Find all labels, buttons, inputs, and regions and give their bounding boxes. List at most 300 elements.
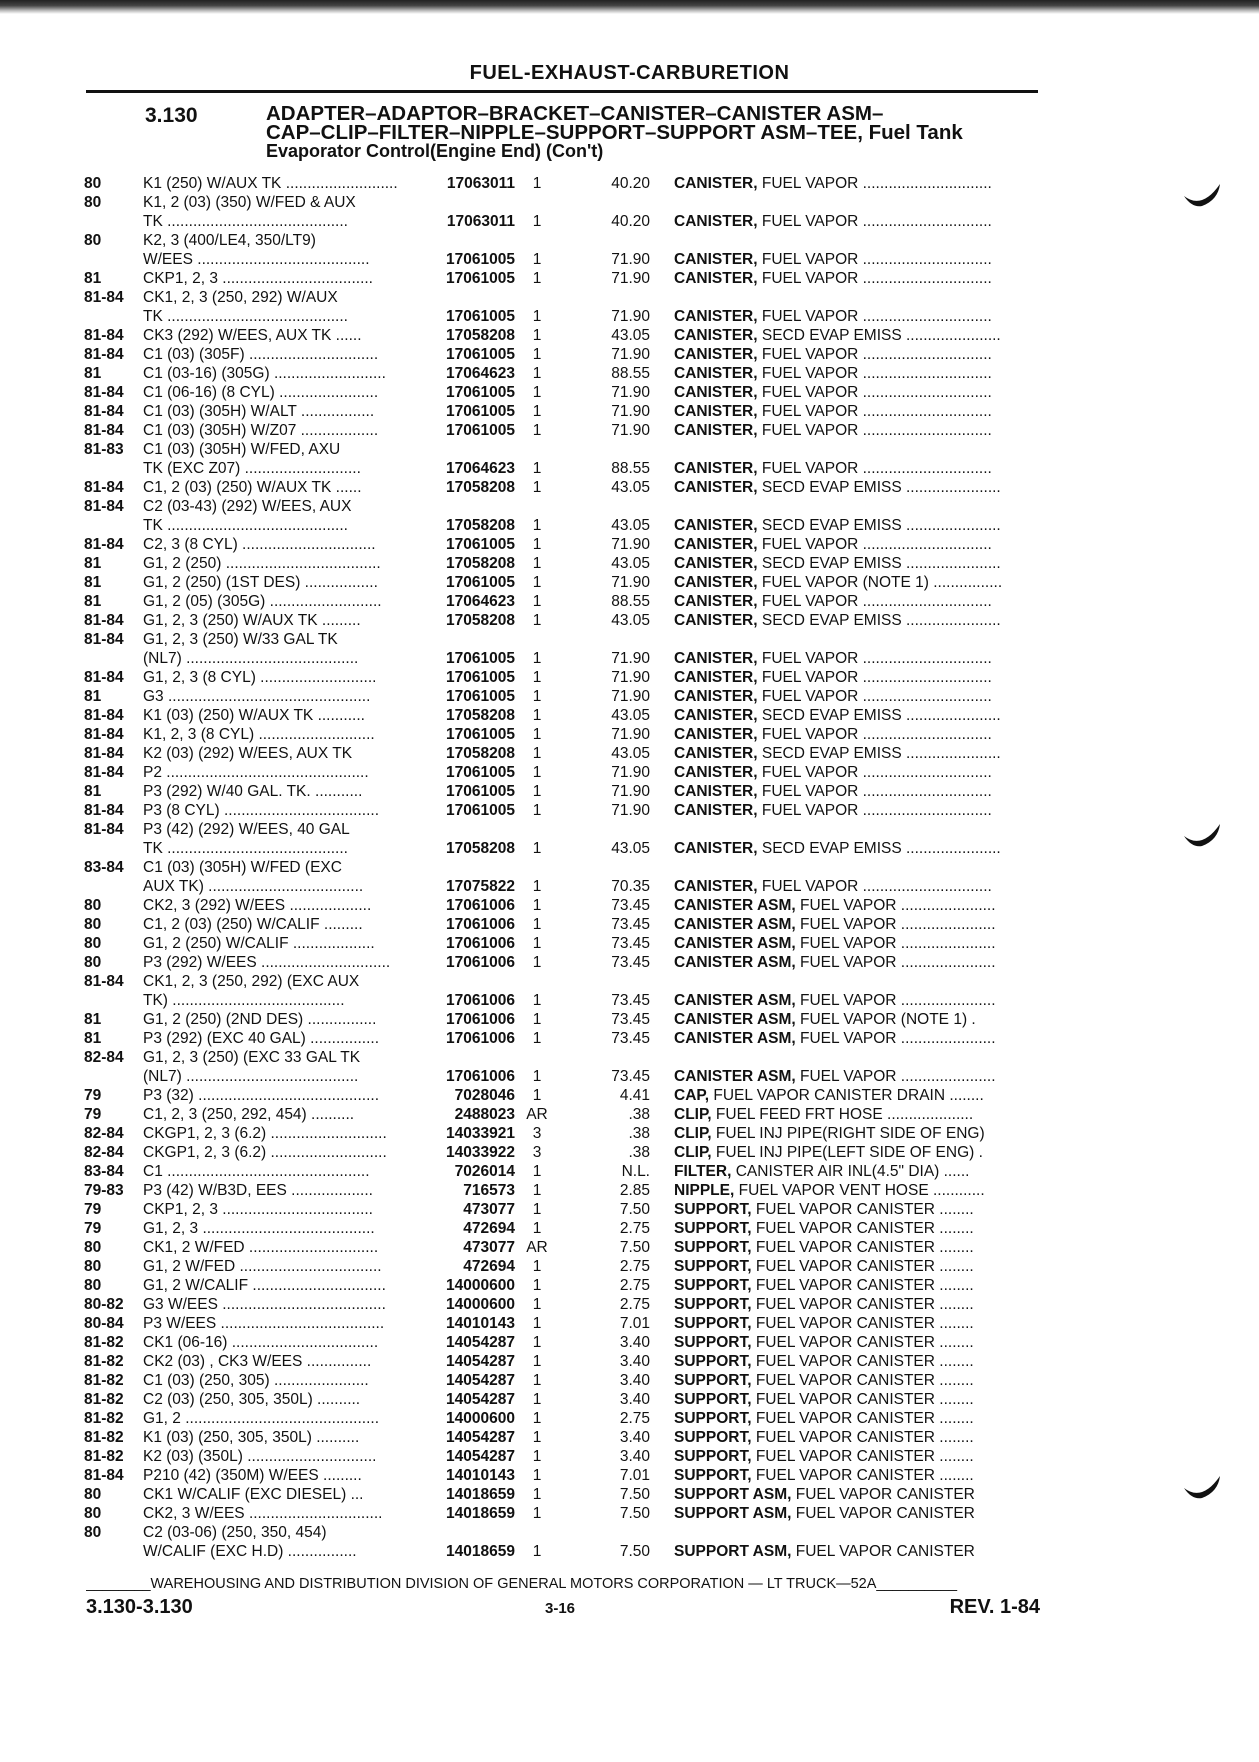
row-part-name-bold: FILTER, xyxy=(674,1163,732,1180)
row-part-name-bold: CANISTER, xyxy=(674,555,758,572)
table-row xyxy=(0,535,1259,554)
row-part-name-bold: CANISTER, xyxy=(674,403,758,420)
row-price: 2.85 xyxy=(619,1182,650,1199)
row-part-name-rest: FUEL VAPOR .............................. xyxy=(757,213,992,230)
row-price: 73.45 xyxy=(611,916,650,933)
row-part-number: 17058208 xyxy=(446,555,515,572)
row-price: .38 xyxy=(628,1125,650,1142)
row-description: P2 ............................................... xyxy=(143,764,369,781)
table-row xyxy=(0,820,1259,839)
row-price: .38 xyxy=(628,1106,650,1123)
row-year: 81-84 xyxy=(84,745,124,762)
row-part-name-rest: FUEL VAPOR ...................... xyxy=(795,916,996,933)
row-part-name-bold: CANISTER ASM, xyxy=(674,954,796,971)
row-description: CKGP1, 2, 3 (6.2) ........................... xyxy=(143,1144,387,1161)
row-year: 81-84 xyxy=(84,536,124,553)
row-part-name-bold: CANISTER, xyxy=(674,745,758,762)
table-row xyxy=(0,1105,1259,1124)
row-part-name-bold: CANISTER, xyxy=(674,213,758,230)
row-part-number: 17061006 xyxy=(446,1030,515,1047)
row-description: K1, 2, 3 (8 CYL) ........................... xyxy=(143,726,375,743)
row-price: 88.55 xyxy=(611,460,650,477)
row-quantity: 1 xyxy=(532,764,542,781)
table-row xyxy=(0,1504,1259,1523)
row-part-number: 17058208 xyxy=(446,745,515,762)
row-part-name-bold: SUPPORT ASM, xyxy=(674,1486,792,1503)
footer-page-number: 3-16 xyxy=(544,1600,576,1617)
row-part-name-bold: CANISTER ASM, xyxy=(674,1068,796,1085)
table-row xyxy=(0,402,1259,421)
row-part-number: 17058208 xyxy=(446,479,515,496)
row-part-number: 14054287 xyxy=(446,1372,515,1389)
row-part-name-rest: FUEL VAPOR .............................. xyxy=(757,802,992,819)
row-part-name xyxy=(674,1428,1040,1447)
row-part-name xyxy=(674,383,1040,402)
row-quantity: 1 xyxy=(532,1163,542,1180)
section-heading-line2: CAP–CLIP–FILTER–NIPPLE–SUPPORT–SUPPORT ASM–TEE, Fuel Tank xyxy=(266,121,963,144)
row-part-name-bold: CANISTER, xyxy=(674,365,758,382)
table-row xyxy=(0,972,1259,991)
row-year: 81-84 xyxy=(84,327,124,344)
row-part-name-bold: CANISTER, xyxy=(674,707,758,724)
row-description: G1, 2 W/CALIF ............................... xyxy=(143,1277,386,1294)
row-year: 81 xyxy=(84,555,102,572)
row-part-name xyxy=(674,1371,1040,1390)
row-part-name-bold: SUPPORT ASM, xyxy=(674,1543,792,1560)
row-description: C1 ............................................... xyxy=(143,1163,370,1180)
row-part-number: 14018659 xyxy=(446,1505,515,1522)
row-description: TK .......................................... xyxy=(143,517,348,534)
row-description: C1 (03) (305H) W/Z07 .................. xyxy=(143,422,379,439)
row-quantity: 1 xyxy=(532,669,542,686)
row-part-name-rest: SECD EVAP EMISS ...................... xyxy=(757,555,1001,572)
row-description: TK .......................................... xyxy=(143,308,348,325)
row-part-name-bold: SUPPORT, xyxy=(674,1353,752,1370)
title-rule xyxy=(86,90,1038,93)
row-year: 79-83 xyxy=(84,1182,124,1199)
row-description: CKP1, 2, 3 ................................... xyxy=(143,1201,373,1218)
row-part-number: 17061005 xyxy=(446,726,515,743)
row-part-name-bold: CANISTER, xyxy=(674,574,758,591)
row-part-name xyxy=(674,269,1040,288)
row-part-number: 17061006 xyxy=(446,935,515,952)
row-year: 81-84 xyxy=(84,612,124,629)
row-year: 82-84 xyxy=(84,1125,124,1142)
row-year: 81 xyxy=(84,1030,102,1047)
row-price: 73.45 xyxy=(611,1011,650,1028)
row-price: 71.90 xyxy=(611,346,650,363)
row-part-name xyxy=(674,1067,1040,1086)
row-quantity: AR xyxy=(526,1239,548,1256)
row-price: 2.75 xyxy=(619,1220,650,1237)
row-description: P3 (32) .......................................... xyxy=(143,1087,380,1104)
row-quantity: 1 xyxy=(532,1182,542,1199)
row-quantity: 1 xyxy=(532,802,542,819)
row-price: 71.90 xyxy=(611,308,650,325)
row-quantity: 1 xyxy=(532,726,542,743)
row-year: 81-84 xyxy=(84,479,124,496)
row-part-name xyxy=(674,174,1040,193)
row-price: .38 xyxy=(628,1144,650,1161)
row-description: CK2 (03) , CK3 W/EES ............... xyxy=(143,1353,372,1370)
table-row xyxy=(0,1314,1259,1333)
row-description: P3 (292) W/40 GAL. TK. ........... xyxy=(143,783,363,800)
table-row xyxy=(0,345,1259,364)
row-part-number: 14010143 xyxy=(446,1315,515,1332)
row-quantity: 1 xyxy=(532,1429,542,1446)
row-part-name-rest: FUEL VAPOR ...................... xyxy=(795,897,996,914)
row-part-name-bold: CANISTER, xyxy=(674,688,758,705)
row-part-name-bold: CLIP, xyxy=(674,1125,712,1142)
row-quantity: 1 xyxy=(532,1277,542,1294)
footer-revision: REV. 1-84 xyxy=(949,1596,1040,1618)
row-part-name xyxy=(674,706,1040,725)
row-description: C1, 2 (03) (250) W/AUX TK ...... xyxy=(143,479,362,496)
row-quantity: 1 xyxy=(532,308,542,325)
row-part-number: 17064623 xyxy=(446,460,515,477)
row-part-name xyxy=(674,1181,1040,1200)
row-part-name-rest: FUEL VAPOR .............................. xyxy=(757,688,992,705)
row-part-name xyxy=(674,801,1040,820)
row-part-name-rest: FUEL VAPOR .............................. xyxy=(757,346,992,363)
table-row xyxy=(0,1238,1259,1257)
table-row xyxy=(0,1029,1259,1048)
row-description: CK1 W/CALIF (EXC DIESEL) ... xyxy=(143,1486,364,1503)
row-price: 43.05 xyxy=(611,555,650,572)
row-part-name-rest: FUEL VAPOR .............................. xyxy=(757,175,992,192)
row-price: 71.90 xyxy=(611,650,650,667)
row-quantity: 1 xyxy=(532,536,542,553)
row-part-name-rest: FUEL VAPOR CANISTER ........ xyxy=(751,1410,974,1427)
row-quantity: 1 xyxy=(532,745,542,762)
table-row xyxy=(0,839,1259,858)
row-price: 71.90 xyxy=(611,422,650,439)
row-year: 81-84 xyxy=(84,669,124,686)
row-part-name xyxy=(674,687,1040,706)
row-part-number: 17063011 xyxy=(446,213,515,230)
row-part-number: 17061005 xyxy=(446,764,515,781)
row-description: C1 (03) (305H) W/FED (EXC xyxy=(143,859,342,876)
row-description: K2, 3 (400/LE4, 350/LT9) xyxy=(143,232,316,249)
row-year: 79 xyxy=(84,1106,102,1123)
row-part-name-rest: FUEL VAPOR CANISTER ........ xyxy=(751,1448,974,1465)
row-quantity: 1 xyxy=(532,954,542,971)
row-year: 81-82 xyxy=(84,1353,124,1370)
row-part-number: 17064623 xyxy=(446,365,515,382)
row-part-name-bold: CANISTER ASM, xyxy=(674,897,796,914)
row-part-name-bold: CANISTER, xyxy=(674,783,758,800)
row-part-name-rest: FUEL VAPOR CANISTER ........ xyxy=(751,1315,974,1332)
row-part-name xyxy=(674,1257,1040,1276)
row-part-number: 7026014 xyxy=(454,1163,515,1180)
row-quantity: 1 xyxy=(532,175,542,192)
row-part-number: 17061005 xyxy=(446,650,515,667)
binder-hole-icon xyxy=(1180,170,1224,214)
table-row xyxy=(0,1086,1259,1105)
row-year: 81-82 xyxy=(84,1448,124,1465)
row-year: 81 xyxy=(84,593,102,610)
table-row xyxy=(0,934,1259,953)
row-part-name-bold: CANISTER ASM, xyxy=(674,992,796,1009)
row-part-name-rest: SECD EVAP EMISS ...................... xyxy=(757,745,1001,762)
row-part-name-rest: FUEL VAPOR .............................. xyxy=(757,783,992,800)
row-part-name-bold: CANISTER, xyxy=(674,384,758,401)
row-part-name-bold: CLIP, xyxy=(674,1106,712,1123)
row-price: 3.40 xyxy=(619,1391,650,1408)
row-part-name xyxy=(674,516,1040,535)
row-part-name-rest: SECD EVAP EMISS ...................... xyxy=(757,517,1001,534)
row-year: 81-84 xyxy=(84,346,124,363)
row-quantity: 1 xyxy=(532,612,542,629)
row-part-number: 473077 xyxy=(463,1239,515,1256)
row-part-name-rest: CANISTER AIR INL(4.5" DIA) ...... xyxy=(731,1163,970,1180)
row-part-name xyxy=(674,839,1040,858)
row-quantity: 1 xyxy=(532,916,542,933)
row-part-name xyxy=(674,1333,1040,1352)
row-quantity: 1 xyxy=(532,460,542,477)
row-part-name-bold: CANISTER, xyxy=(674,536,758,553)
row-year: 81-82 xyxy=(84,1372,124,1389)
row-part-name-rest: FUEL VAPOR CANISTER ........ xyxy=(751,1258,974,1275)
row-part-number: 17061005 xyxy=(446,403,515,420)
row-description: CK2, 3 W/EES ............................... xyxy=(143,1505,383,1522)
row-year: 80 xyxy=(84,916,102,933)
row-part-number: 17061005 xyxy=(446,384,515,401)
row-quantity: 1 xyxy=(532,1068,542,1085)
table-row xyxy=(0,1409,1259,1428)
table-row xyxy=(0,516,1259,535)
row-year: 81-84 xyxy=(84,384,124,401)
row-price: 4.41 xyxy=(619,1087,650,1104)
row-price: 7.50 xyxy=(619,1486,650,1503)
row-part-name-bold: SUPPORT, xyxy=(674,1277,752,1294)
row-part-name xyxy=(674,1143,1040,1162)
row-part-number: 17061005 xyxy=(446,536,515,553)
row-quantity: 1 xyxy=(532,1220,542,1237)
table-row xyxy=(0,364,1259,383)
table-row xyxy=(0,1485,1259,1504)
row-part-number: 17064623 xyxy=(446,593,515,610)
row-description: G1, 2 (250) W/CALIF ................... xyxy=(143,935,375,952)
row-description: C2 (03) (250, 305, 350L) .......... xyxy=(143,1391,361,1408)
row-year: 81 xyxy=(84,574,102,591)
row-year: 80 xyxy=(84,1277,102,1294)
row-part-name xyxy=(674,953,1040,972)
table-row xyxy=(0,1276,1259,1295)
row-quantity: 1 xyxy=(532,574,542,591)
row-part-name-rest: FUEL VAPOR CANISTER ........ xyxy=(751,1353,974,1370)
row-price: 71.90 xyxy=(611,688,650,705)
row-part-number: 2488023 xyxy=(454,1106,515,1123)
row-quantity: AR xyxy=(526,1106,548,1123)
row-price: 43.05 xyxy=(611,479,650,496)
row-part-name xyxy=(674,1504,1040,1523)
row-quantity: 1 xyxy=(532,422,542,439)
row-price: 3.40 xyxy=(619,1353,650,1370)
row-part-name xyxy=(674,1124,1040,1143)
row-year: 81-82 xyxy=(84,1429,124,1446)
table-row xyxy=(0,592,1259,611)
row-price: 43.05 xyxy=(611,612,650,629)
table-row xyxy=(0,782,1259,801)
row-part-name-rest: FUEL VAPOR .............................. xyxy=(757,365,992,382)
row-part-number: 14054287 xyxy=(446,1391,515,1408)
row-description: CKGP1, 2, 3 (6.2) ........................... xyxy=(143,1125,387,1142)
table-row xyxy=(0,630,1259,649)
row-price: 71.90 xyxy=(611,802,650,819)
row-part-name-bold: SUPPORT, xyxy=(674,1391,752,1408)
row-part-name-rest: FUEL VAPOR .............................. xyxy=(757,878,992,895)
row-part-name-rest: FUEL VAPOR .............................. xyxy=(757,384,992,401)
row-part-name-rest: FUEL VAPOR CANISTER xyxy=(791,1543,975,1560)
table-row xyxy=(0,497,1259,516)
row-quantity: 1 xyxy=(532,593,542,610)
row-description: (NL7) ........................................ xyxy=(143,650,359,667)
row-part-name-rest: FUEL VAPOR CANISTER ........ xyxy=(751,1201,974,1218)
row-part-number: 17061005 xyxy=(446,783,515,800)
row-description: P3 (292) W/EES .............................. xyxy=(143,954,391,971)
row-part-name xyxy=(674,725,1040,744)
row-part-name-rest: FUEL VAPOR .............................. xyxy=(757,270,992,287)
row-description: G1, 2, 3 (8 CYL) ........................... xyxy=(143,669,377,686)
row-part-name-bold: CANISTER ASM, xyxy=(674,935,796,952)
row-part-name xyxy=(674,1447,1040,1466)
row-description: G1, 2, 3 (250) (EXC 33 GAL TK xyxy=(143,1049,361,1066)
row-quantity: 1 xyxy=(532,783,542,800)
row-part-name xyxy=(674,1352,1040,1371)
row-year: 81-84 xyxy=(84,802,124,819)
row-part-number: 716573 xyxy=(463,1182,515,1199)
row-quantity: 1 xyxy=(532,1258,542,1275)
row-part-name-rest: FUEL VAPOR CANISTER ........ xyxy=(751,1277,974,1294)
row-part-number: 17058208 xyxy=(446,612,515,629)
row-part-name-rest: FUEL VAPOR CANISTER xyxy=(791,1505,975,1522)
row-part-number: 473077 xyxy=(463,1201,515,1218)
row-year: 81 xyxy=(84,270,102,287)
row-price: 73.45 xyxy=(611,954,650,971)
row-year: 81-84 xyxy=(84,973,124,990)
row-part-number: 14033922 xyxy=(446,1144,515,1161)
row-description: G3 W/EES ...................................... xyxy=(143,1296,386,1313)
row-price: 73.45 xyxy=(611,1030,650,1047)
row-part-name-bold: SUPPORT, xyxy=(674,1372,752,1389)
row-quantity: 1 xyxy=(532,897,542,914)
row-price: 43.05 xyxy=(611,707,650,724)
row-part-name-bold: CANISTER, xyxy=(674,270,758,287)
row-quantity: 1 xyxy=(532,517,542,534)
row-part-number: 17061006 xyxy=(446,1068,515,1085)
row-year: 83-84 xyxy=(84,859,124,876)
row-part-name-rest: FUEL VAPOR CANISTER ........ xyxy=(751,1372,974,1389)
row-part-number: 17075822 xyxy=(446,878,515,895)
row-part-name-bold: SUPPORT, xyxy=(674,1448,752,1465)
row-part-name-rest: SECD EVAP EMISS ...................... xyxy=(757,840,1001,857)
table-row xyxy=(0,212,1259,231)
row-part-name-rest: FUEL INJ PIPE(LEFT SIDE OF ENG) . xyxy=(711,1144,983,1161)
row-price: 7.50 xyxy=(619,1239,650,1256)
row-part-name-rest: SECD EVAP EMISS ...................... xyxy=(757,612,1001,629)
row-description: G1, 2 ............................................. xyxy=(143,1410,380,1427)
row-description: (NL7) ........................................ xyxy=(143,1068,359,1085)
page-title: FUEL-EXHAUST-CARBURETION xyxy=(469,62,790,84)
row-part-number: 17058208 xyxy=(446,707,515,724)
row-description: G1, 2, 3 (250) W/AUX TK ......... xyxy=(143,612,361,629)
row-part-name-rest: FUEL VAPOR ...................... xyxy=(795,1030,996,1047)
row-part-number: 472694 xyxy=(463,1258,515,1275)
row-year: 80 xyxy=(84,897,102,914)
row-part-name xyxy=(674,1029,1040,1048)
row-part-number: 17058208 xyxy=(446,327,515,344)
row-part-number: 472694 xyxy=(463,1220,515,1237)
row-price: 71.90 xyxy=(611,384,650,401)
row-part-name-rest: FUEL VAPOR ...................... xyxy=(795,935,996,952)
row-part-name-rest: FUEL VAPOR ...................... xyxy=(795,954,996,971)
row-part-name-bold: SUPPORT, xyxy=(674,1410,752,1427)
table-row xyxy=(0,554,1259,573)
row-part-number: 14018659 xyxy=(446,1486,515,1503)
row-price: 71.90 xyxy=(611,574,650,591)
table-row xyxy=(0,1200,1259,1219)
row-year: 81 xyxy=(84,783,102,800)
row-part-name-rest: FUEL VAPOR CANISTER xyxy=(791,1486,975,1503)
row-price: 3.40 xyxy=(619,1372,650,1389)
table-row xyxy=(0,649,1259,668)
row-part-name-bold: CANISTER, xyxy=(674,878,758,895)
row-year: 82-84 xyxy=(84,1144,124,1161)
section-heading-line1: ADAPTER–ADAPTOR–BRACKET–CANISTER–CANISTER ASM– xyxy=(266,102,884,125)
binder-hole-icon xyxy=(1180,810,1224,854)
row-price: 43.05 xyxy=(611,840,650,857)
table-row xyxy=(0,706,1259,725)
table-row xyxy=(0,459,1259,478)
row-part-name-bold: CANISTER, xyxy=(674,346,758,363)
row-description: W/CALIF (EXC H.D) ................ xyxy=(143,1543,357,1560)
row-price: 43.05 xyxy=(611,745,650,762)
row-year: 81-84 xyxy=(84,707,124,724)
row-part-number: 14054287 xyxy=(446,1353,515,1370)
row-part-name xyxy=(674,1542,1040,1561)
row-year: 81-84 xyxy=(84,1467,124,1484)
row-description: TK) ........................................ xyxy=(143,992,345,1009)
row-year: 81-84 xyxy=(84,726,124,743)
table-row xyxy=(0,1219,1259,1238)
footer-section-range: 3.130-3.130 xyxy=(86,1596,193,1618)
row-description: K1 (250) W/AUX TK .......................... xyxy=(143,175,398,192)
row-part-name-rest: FUEL VAPOR (NOTE 1) ................ xyxy=(757,574,1003,591)
row-part-number: 17061005 xyxy=(446,669,515,686)
row-part-number: 14000600 xyxy=(446,1410,515,1427)
table-row xyxy=(0,953,1259,972)
row-price: 2.75 xyxy=(619,1296,650,1313)
row-part-name xyxy=(674,402,1040,421)
row-quantity: 1 xyxy=(532,555,542,572)
row-part-name xyxy=(674,649,1040,668)
table-row xyxy=(0,744,1259,763)
row-part-name-rest: FUEL VAPOR .............................. xyxy=(757,669,992,686)
row-part-name-bold: SUPPORT, xyxy=(674,1296,752,1313)
row-quantity: 1 xyxy=(532,1543,542,1560)
row-part-name xyxy=(674,915,1040,934)
row-part-name xyxy=(674,212,1040,231)
row-description: K1 (03) (250) W/AUX TK ........... xyxy=(143,707,365,724)
row-quantity: 1 xyxy=(532,1391,542,1408)
row-part-number: 14054287 xyxy=(446,1448,515,1465)
table-row xyxy=(0,668,1259,687)
row-part-name xyxy=(674,1105,1040,1124)
row-quantity: 1 xyxy=(532,1201,542,1218)
table-row xyxy=(0,383,1259,402)
row-price: 43.05 xyxy=(611,327,650,344)
